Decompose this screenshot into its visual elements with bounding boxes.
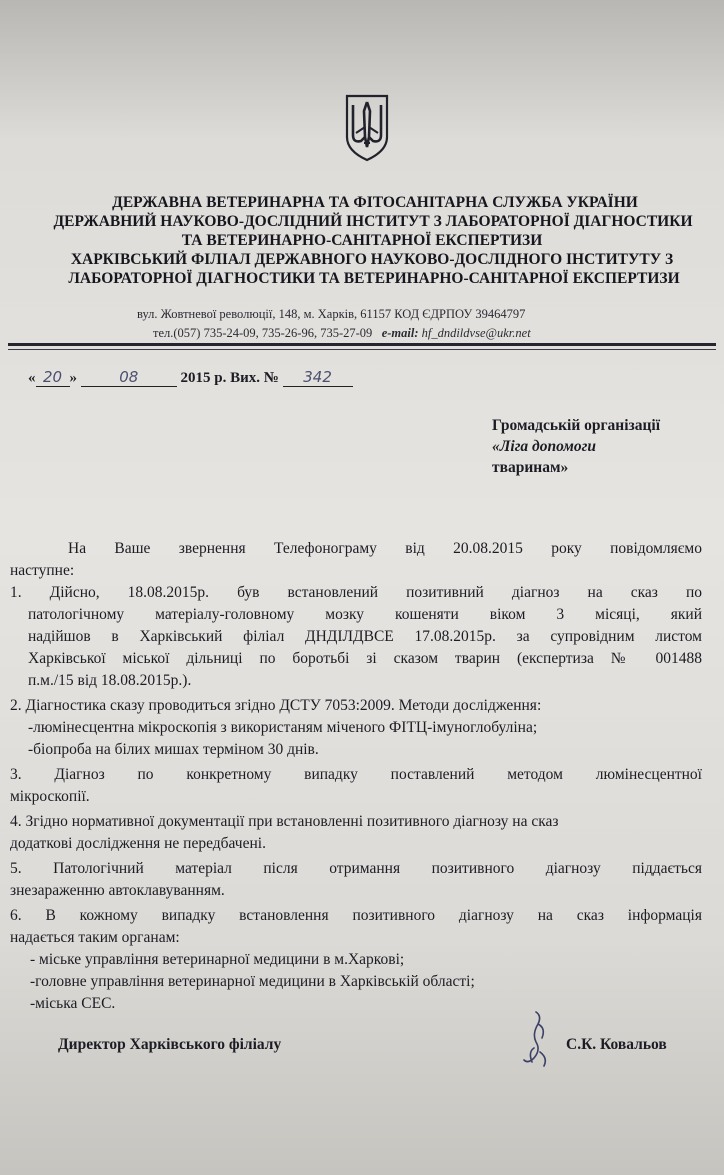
org-contacts — [153, 326, 531, 341]
item-3-line-2: мікроскопії. — [10, 788, 90, 805]
org-header-line-2: ДЕРЖАВНИЙ НАУКОВО-ДОСЛІДНИЙ ІНСТИТУТ З ЛАБОРАТОРНОЇ ДІАГНОСТИКИ — [53, 213, 693, 230]
header-divider-thick — [8, 343, 716, 346]
addressee-line-2: «Ліга допомоги — [492, 438, 596, 455]
signatory-name: С.К. Ковальов — [566, 1036, 667, 1053]
date-month: 08 — [81, 368, 177, 387]
org-address: вул. Жовтневої революції, 148, м. Харків, 61157 КОД ЄДРПОУ 39464797 — [137, 307, 526, 321]
addressee-block — [492, 415, 660, 478]
date-year-label: 2015 р. Вих. № — [180, 370, 279, 386]
item-6-line-3: - міське управління ветеринарної медицини в м.Харкові; — [30, 951, 405, 968]
item-6-line-1: 6. В кожному випадку встановлення позитивного діагнозу на сказ інформація — [10, 907, 702, 924]
item-2-line-1: 2. Діагностика сказу проводиться згідно ДСТУ 7053:2009. Методи дослідження: — [10, 697, 542, 714]
item-1-line-1: 1. Дійсно, 18.08.2015р. був встановлений позитивний діагноз на сказ по — [10, 584, 702, 601]
item-2-line-2: -люмінесцентна мікроскопія з використаням міченого ФІТЦ-імуноглобуліна; — [28, 719, 538, 736]
item-4-line-1: 4. Згідно нормативної документації при встановленні позитивного діагнозу на сказ — [10, 813, 559, 830]
item-5-line-1: 5. Патологічний матеріал після отримання позитивного діагнозу піддається — [10, 860, 702, 877]
outgoing-number: 342 — [283, 368, 353, 387]
item-2-line-3: -біопроба на білих мишах терміном 30 днів. — [28, 741, 319, 758]
addressee-line-1: Громадській організації — [492, 417, 661, 434]
trident-coat-of-arms-icon — [344, 93, 390, 163]
outgoing-dateline: « 20 » 08 2015 р. Вих. № 342 — [28, 368, 353, 387]
org-header-line-1: ДЕРЖАВНА ВЕТЕРИНАРНА ТА ФІТОСАНІТАРНА СЛУЖБА УКРАЇНИ — [112, 194, 638, 211]
item-4-line-2: додаткові дослідження не передбачені. — [10, 835, 266, 852]
org-header-line-4: ХАРКІВСЬКИЙ ФІЛІАЛ ДЕРЖАВНОГО НАУКОВО-ДОСЛІДНОГО ІНСТИТУТУ З — [70, 251, 674, 268]
handwritten-signature-icon — [514, 1008, 560, 1068]
item-3-line-1: 3. Діагноз по конкретному випадку поставлений методом люмінесцентної — [10, 766, 702, 783]
addressee-line-3: тваринам» — [492, 459, 569, 476]
item-6-line-5: -міська СЕС. — [30, 995, 116, 1012]
item-1-line-3: надійшов в Харківський філіал ДНДІЛДВСЕ 17.08.2015р. за супровідним листом — [28, 628, 702, 645]
signatory-position: Директор Харківського філіалу — [58, 1036, 282, 1053]
letter-body — [10, 538, 702, 1015]
item-1-line-2: патологічному матеріалу-головному мозку кошеняти віком 3 місяці, який — [28, 606, 702, 623]
intro-line-1: На Ваше звернення Телефонограму від 20.08.2015 року повідомляємо — [68, 540, 702, 557]
org-phones: тел.(057) 735-24-09, 735-26-96, 735-27-09 — [153, 326, 373, 340]
item-6-line-4: -головне управління ветеринарної медицини в Харківській області; — [30, 973, 475, 990]
item-1-line-4: Харківської міської дільниці по боротьбі зі сказом тварин (експертиза № 001488 — [28, 650, 702, 667]
email-label: e-mail: — [381, 326, 419, 340]
date-day: 20 — [36, 368, 70, 387]
intro-line-2: наступне: — [10, 562, 75, 579]
org-header-line-3: ТА ВЕТЕРИНАРНО-САНІТАРНОЇ ЕКСПЕРТИЗИ — [181, 232, 543, 249]
org-header-line-5: ЛАБОРАТОРНОЇ ДІАГНОСТИКИ ТА ВЕТЕРИНАРНО-САНІТАРНОЇ ЕКСПЕРТИЗИ — [68, 270, 680, 287]
item-5-line-2: знезараженню автоклавуванням. — [10, 882, 225, 899]
header-divider-thin — [8, 349, 716, 350]
item-1-line-5: п.м./15 від 18.08.2015р.). — [28, 672, 192, 689]
email-address[interactable]: hf_dndildvse@ukr.net — [421, 326, 531, 340]
item-6-line-2: надається таким органам: — [10, 929, 180, 946]
